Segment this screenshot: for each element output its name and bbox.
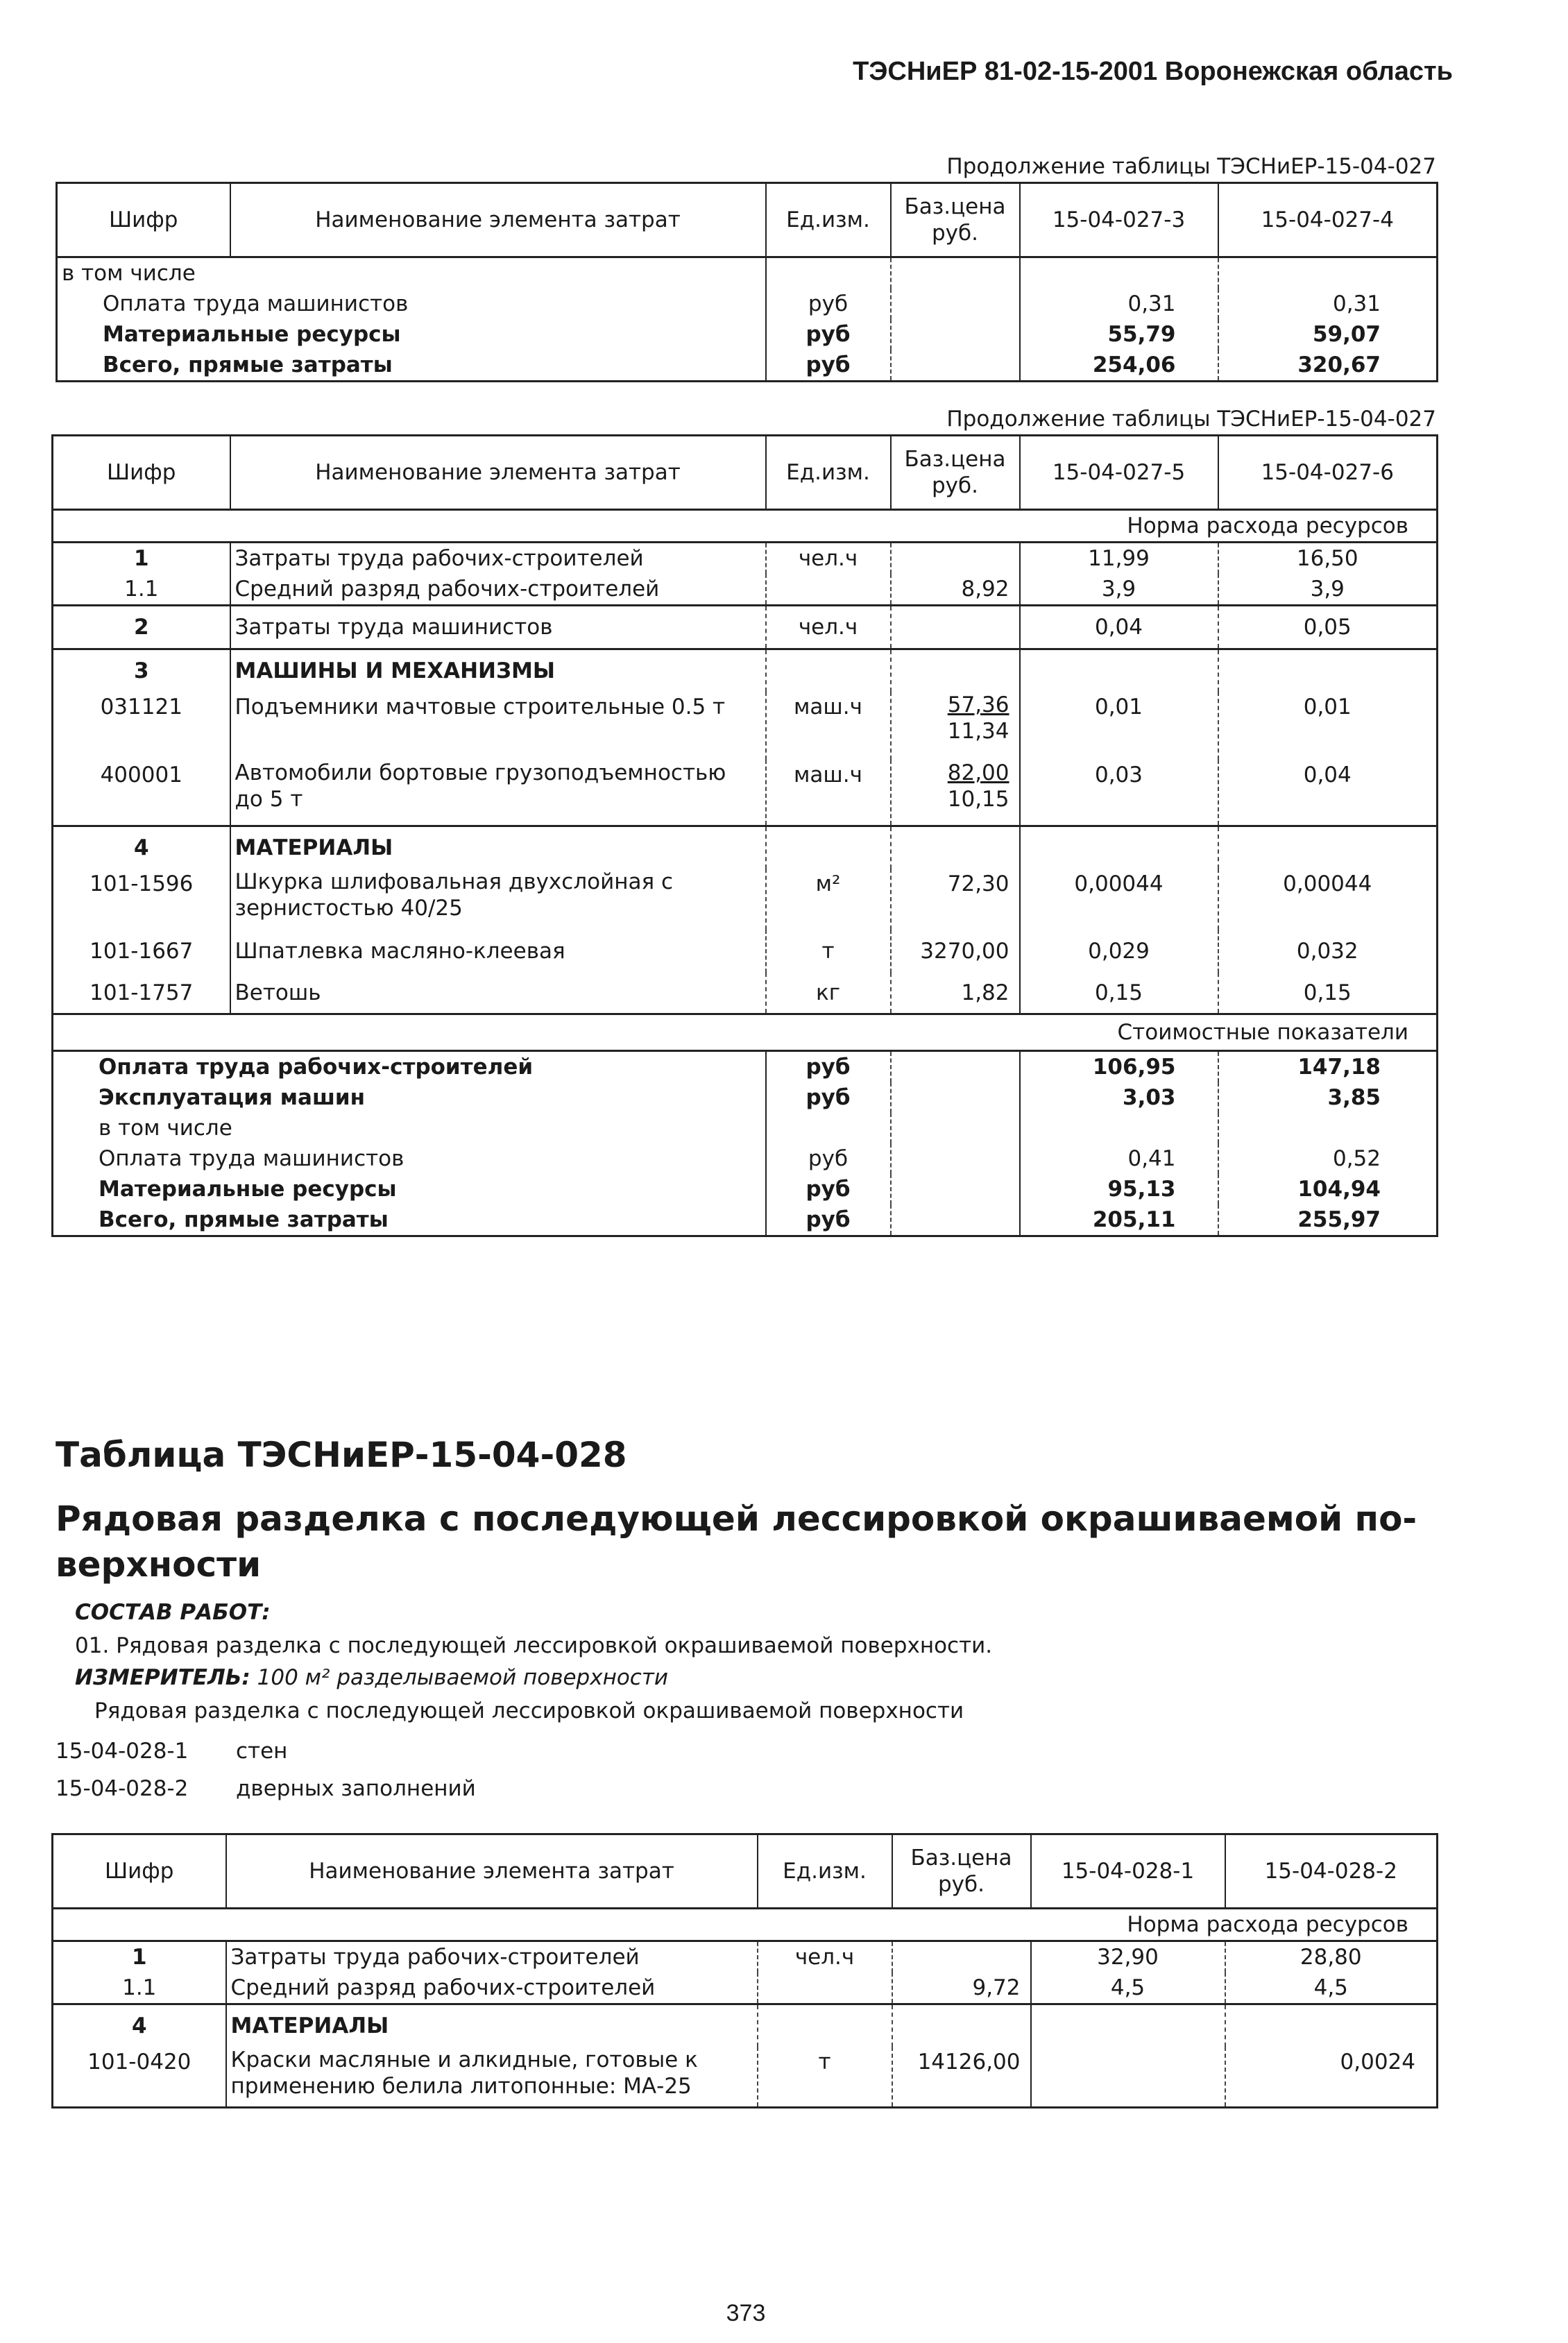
table-027-part-a xyxy=(56,182,1438,382)
col-code-2: 15-04-028-2 xyxy=(1225,1834,1438,1909)
col-name: Наименование элемента затрат xyxy=(226,1834,758,1909)
table-row: 1.1 Средний разряд рабочих-строителей 9,72 4,5 4,5 xyxy=(53,1973,1438,2004)
table-row: 3 МАШИНЫ И МЕХАНИЗМЫ xyxy=(53,649,1438,692)
table-row: 4 МАТЕРИАЛЫ xyxy=(53,826,1438,869)
col-price: Баз.цена руб. xyxy=(891,183,1020,257)
col-name: Наименование элемента затрат xyxy=(230,183,766,257)
col-code-2: 15-04-027-4 xyxy=(1218,183,1438,257)
item-name: стен xyxy=(236,1739,288,1764)
table-row: 1.1 Средний разряд рабочих-строителей 8,92 3,9 3,9 xyxy=(53,574,1438,606)
item-code: 15-04-028-2 xyxy=(56,1776,189,1801)
continuation-label: Продолжение таблицы ТЭСНиЕР-15-04-027 xyxy=(946,407,1436,432)
col-cipher: Шифр xyxy=(57,183,230,257)
col-cipher: Шифр xyxy=(53,436,230,510)
table-row: Оплата труда рабочих-строителей руб 106,95 147,18 xyxy=(53,1051,1438,1083)
table-row: Материальные ресурсы руб 55,79 59,07 xyxy=(57,319,1438,350)
col-unit: Ед.изм. xyxy=(766,436,891,510)
table-row: 101-1596 Шкурка шлифовальная двухслойная с зернистостью 40/25 м² 72,30 0,00044 0,00044 xyxy=(53,869,1438,930)
col-unit: Ед.изм. xyxy=(758,1834,892,1909)
col-cipher: Шифр xyxy=(53,1834,226,1909)
table-028 xyxy=(51,1833,1438,2108)
table-row: в том числе xyxy=(53,1113,1438,1143)
table-row: 031121 Подъемники мачтовые строительные 0.5 т маш.ч 57,36 11,34 0,01 0,01 xyxy=(53,692,1438,760)
col-code-1: 15-04-027-5 xyxy=(1020,436,1218,510)
table-row: Всего, прямые затраты руб 205,11 255,97 xyxy=(53,1204,1438,1236)
table-row: 2 Затраты труда машинистов чел.ч 0,04 0,05 xyxy=(53,606,1438,649)
col-price: Баз.цена руб. xyxy=(892,1834,1031,1909)
norm-row: Норма расхода ресурсов xyxy=(53,510,1438,543)
item-name: дверных заполнений xyxy=(236,1776,476,1801)
table-row: 4 МАТЕРИАЛЫ xyxy=(53,2004,1438,2047)
section-title: Таблица ТЭСНиЕР-15-04-028 xyxy=(56,1435,627,1475)
col-code-1: 15-04-027-3 xyxy=(1020,183,1218,257)
table-row: 101-0420 Краски масляные и алкидные, готовые к применению белила литопонные: МА-25 т 14126,00 0,0024 xyxy=(53,2047,1438,2108)
norm-row: Норма расхода ресурсов xyxy=(53,1909,1438,1941)
table-row: Эксплуатация машин руб 3,03 3,85 xyxy=(53,1082,1438,1113)
col-name: Наименование элемента затрат xyxy=(230,436,766,510)
section-subtitle-line1: Рядовая разделка с последующей лессировкой окрашиваемой по- xyxy=(56,1499,1417,1539)
item-code: 15-04-028-1 xyxy=(56,1739,189,1764)
col-unit: Ед.изм. xyxy=(766,183,891,257)
table-row: 400001 Автомобили бортовые грузоподъемностью до 5 т маш.ч 82,00 10,15 0,03 0,04 xyxy=(53,760,1438,826)
running-header: ТЭСНиЕР 81-02-15-2001 Воронежская область xyxy=(853,57,1453,86)
work-item: 01. Рядовая разделка с последующей лессировкой окрашиваемой поверхности. xyxy=(75,1633,993,1658)
col-price: Баз.цена руб. xyxy=(891,436,1020,510)
table-row: 101-1757 Ветошь кг 1,82 0,15 0,15 xyxy=(53,973,1438,1014)
table-027-part-b xyxy=(51,434,1438,1237)
continuation-label: Продолжение таблицы ТЭСНиЕР-15-04-027 xyxy=(946,154,1436,179)
col-code-2: 15-04-027-6 xyxy=(1218,436,1438,510)
table-row: 101-1667 Шпатлевка масляно-клеевая т 3270,00 0,029 0,032 xyxy=(53,930,1438,973)
description: Рядовая разделка с последующей лессировкой окрашиваемой поверхности xyxy=(94,1698,964,1723)
section-subtitle-line2: верхности xyxy=(56,1544,262,1585)
table-row: Оплата труда машинистов руб 0,31 0,31 xyxy=(57,289,1438,319)
table-row: 1 Затраты труда рабочих-строителей чел.ч 11,99 16,50 xyxy=(53,543,1438,574)
table-row: Материальные ресурсы руб 95,13 104,94 xyxy=(53,1174,1438,1204)
page-number: 373 xyxy=(726,2300,766,2326)
table-row: 1 Затраты труда рабочих-строителей чел.ч 32,90 28,80 xyxy=(53,1941,1438,1973)
table-row: в том числе xyxy=(57,257,1438,289)
col-code-1: 15-04-028-1 xyxy=(1031,1834,1225,1909)
table-row: Всего, прямые затраты руб 254,06 320,67 xyxy=(57,350,1438,382)
cost-row: Стоимостные показатели xyxy=(53,1014,1438,1051)
table-row: Оплата труда машинистов руб 0,41 0,52 xyxy=(53,1143,1438,1174)
meter-line: ИЗМЕРИТЕЛЬ: 100 м² разделываемой поверхности xyxy=(75,1665,669,1690)
work-composition-label: СОСТАВ РАБОТ: xyxy=(75,1600,271,1625)
